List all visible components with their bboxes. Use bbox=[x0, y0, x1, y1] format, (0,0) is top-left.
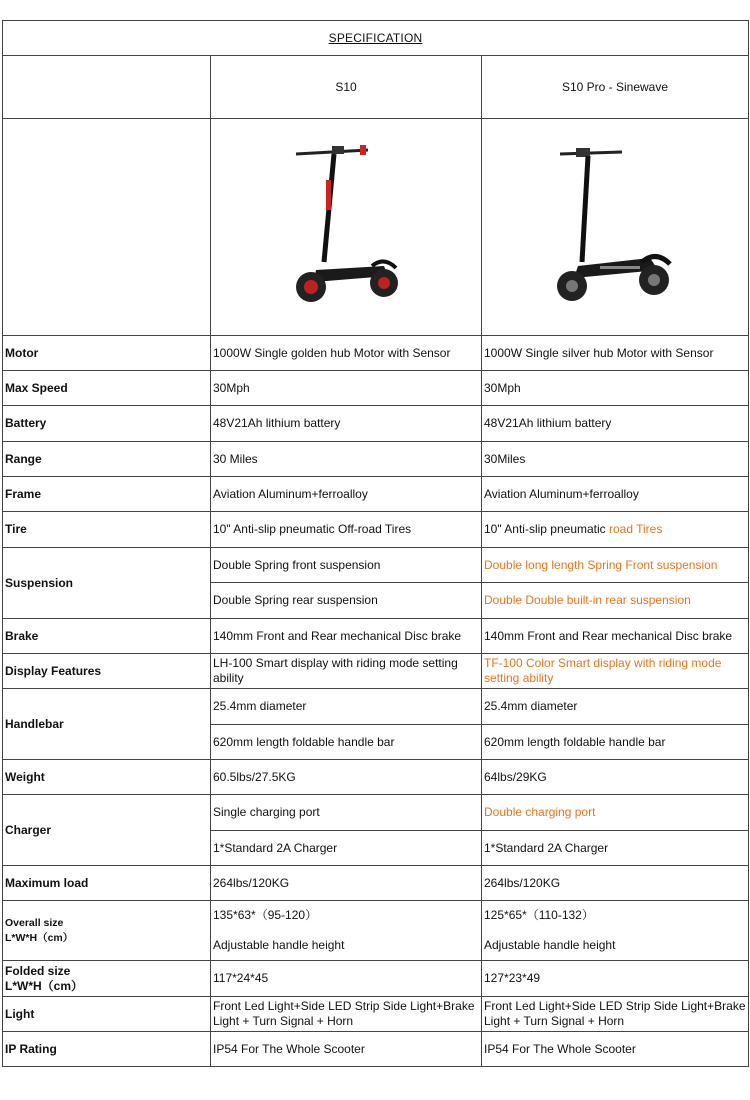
spec-table bbox=[2, 20, 749, 1067]
label-max-load: Maximum load bbox=[3, 866, 211, 901]
row-charger-port bbox=[3, 795, 749, 831]
s10-weight: 60.5lbs/27.5KG bbox=[211, 760, 482, 795]
label-display: Display Features bbox=[3, 654, 211, 689]
model-header-pro: S10 Pro - Sinewave bbox=[482, 56, 749, 119]
pro-brake: 140mm Front and Rear mechanical Disc brake bbox=[482, 619, 749, 654]
label-light: Light bbox=[3, 997, 211, 1032]
row-display bbox=[3, 654, 749, 689]
label-frame: Frame bbox=[3, 477, 211, 512]
label-brake: Brake bbox=[3, 619, 211, 654]
s10-tire: 10" Anti-slip pneumatic Off-road Tires bbox=[211, 512, 482, 548]
model-header-s10: S10 bbox=[211, 56, 482, 119]
s10-overall-size bbox=[211, 901, 482, 961]
overall-size-label: Overall size bbox=[5, 916, 64, 929]
pro-handlebar-length: 620mm length foldable handle bar bbox=[482, 725, 749, 760]
pro-charger-port: Double charging port bbox=[482, 795, 749, 831]
s10-suspension-front: Double Spring front suspension bbox=[211, 548, 482, 583]
s10-suspension-rear: Double Spring rear suspension bbox=[211, 583, 482, 619]
row-folded-size bbox=[3, 961, 749, 997]
row-weight bbox=[3, 760, 749, 795]
label-suspension: Suspension bbox=[3, 548, 211, 619]
pro-max-speed: 30Mph bbox=[482, 371, 749, 406]
label-max-speed: Max Speed bbox=[3, 371, 211, 406]
title-cell bbox=[3, 21, 749, 56]
pro-display: TF-100 Color Smart display with riding mode setting ability bbox=[482, 654, 749, 689]
pro-battery: 48V21Ah lithium battery bbox=[482, 406, 749, 442]
s10-range: 30 Miles bbox=[211, 442, 482, 477]
pro-overall-dims: 125*65*（110-132） bbox=[484, 908, 594, 922]
label-ip-rating: IP Rating bbox=[3, 1032, 211, 1067]
pro-ip-rating: IP54 For The Whole Scooter bbox=[482, 1032, 749, 1067]
label-battery: Battery bbox=[3, 406, 211, 442]
s10-max-load: 264lbs/120KG bbox=[211, 866, 482, 901]
label-motor: Motor bbox=[3, 336, 211, 371]
s10-overall-dims: 135*63*（95-120） bbox=[213, 908, 318, 922]
row-frame bbox=[3, 477, 749, 512]
s10-charger-port: Single charging port bbox=[211, 795, 482, 831]
page-title: SPECIFICATION bbox=[328, 30, 423, 45]
label-range: Range bbox=[3, 442, 211, 477]
pro-tire-text: 10" Anti-slip pneumatic bbox=[484, 522, 609, 536]
pro-weight: 64lbs/29KG bbox=[482, 760, 749, 795]
pro-scooter-image bbox=[550, 142, 680, 312]
pro-frame: Aviation Aluminum+ferroalloy bbox=[482, 477, 749, 512]
s10-charger-type: 1*Standard 2A Charger bbox=[211, 831, 482, 866]
row-light bbox=[3, 997, 749, 1032]
row-tire bbox=[3, 512, 749, 548]
row-suspension-front bbox=[3, 548, 749, 583]
row-motor bbox=[3, 336, 749, 371]
pro-tire bbox=[482, 512, 749, 548]
folded-size-unit: L*W*H（cm） bbox=[5, 978, 84, 993]
pro-light: Front Led Light+Side LED Strip Side Light+Brake Light + Turn Signal + Horn bbox=[482, 997, 749, 1032]
row-battery bbox=[3, 406, 749, 442]
s10-overall-note: Adjustable handle height bbox=[213, 938, 345, 952]
pro-suspension-rear: Double Double built-in rear suspension bbox=[482, 583, 749, 619]
s10-frame: Aviation Aluminum+ferroalloy bbox=[211, 477, 482, 512]
pro-suspension-front: Double long length Spring Front suspension bbox=[482, 548, 749, 583]
s10-handlebar-length: 620mm length foldable handle bar bbox=[211, 725, 482, 760]
row-overall-size bbox=[3, 901, 749, 961]
label-tire: Tire bbox=[3, 512, 211, 548]
folded-size-label: Folded size bbox=[5, 963, 71, 978]
row-ip-rating bbox=[3, 1032, 749, 1067]
s10-folded-size: 117*24*45 bbox=[211, 961, 482, 997]
row-max-load bbox=[3, 866, 749, 901]
row-max-speed bbox=[3, 371, 749, 406]
overall-size-unit: L*W*H（cm） bbox=[5, 931, 74, 944]
row-range bbox=[3, 442, 749, 477]
pro-folded-size: 127*23*49 bbox=[482, 961, 749, 997]
row-brake bbox=[3, 619, 749, 654]
s10-brake: 140mm Front and Rear mechanical Disc brake bbox=[211, 619, 482, 654]
label-handlebar: Handlebar bbox=[3, 689, 211, 760]
pro-image-cell bbox=[482, 119, 749, 336]
pro-range: 30Miles bbox=[482, 442, 749, 477]
s10-image-cell bbox=[211, 119, 482, 336]
label-charger: Charger bbox=[3, 795, 211, 866]
pro-overall-note: Adjustable handle height bbox=[484, 938, 616, 952]
image-label-cell bbox=[3, 119, 211, 336]
s10-motor: 1000W Single golden hub Motor with Sensor bbox=[211, 336, 482, 371]
s10-battery: 48V21Ah lithium battery bbox=[211, 406, 482, 442]
row-handlebar-diameter bbox=[3, 689, 749, 725]
s10-ip-rating: IP54 For The Whole Scooter bbox=[211, 1032, 482, 1067]
s10-handlebar-diameter: 25.4mm diameter bbox=[211, 689, 482, 725]
pro-tire-highlight: road Tires bbox=[609, 522, 663, 536]
pro-motor: 1000W Single silver hub Motor with Sensor bbox=[482, 336, 749, 371]
s10-light: Front Led Light+Side LED Strip Side Light+Brake Light + Turn Signal + Horn bbox=[211, 997, 482, 1032]
label-folded-size bbox=[3, 961, 211, 997]
pro-overall-size bbox=[482, 901, 749, 961]
s10-display: LH-100 Smart display with riding mode setting ability bbox=[211, 654, 482, 689]
pro-handlebar-diameter: 25.4mm diameter bbox=[482, 689, 749, 725]
s10-max-speed: 30Mph bbox=[211, 371, 482, 406]
label-overall-size bbox=[3, 901, 211, 961]
s10-scooter-image bbox=[286, 142, 406, 312]
pro-charger-type: 1*Standard 2A Charger bbox=[482, 831, 749, 866]
label-weight: Weight bbox=[3, 760, 211, 795]
corner-cell bbox=[3, 56, 211, 119]
pro-max-load: 264lbs/120KG bbox=[482, 866, 749, 901]
